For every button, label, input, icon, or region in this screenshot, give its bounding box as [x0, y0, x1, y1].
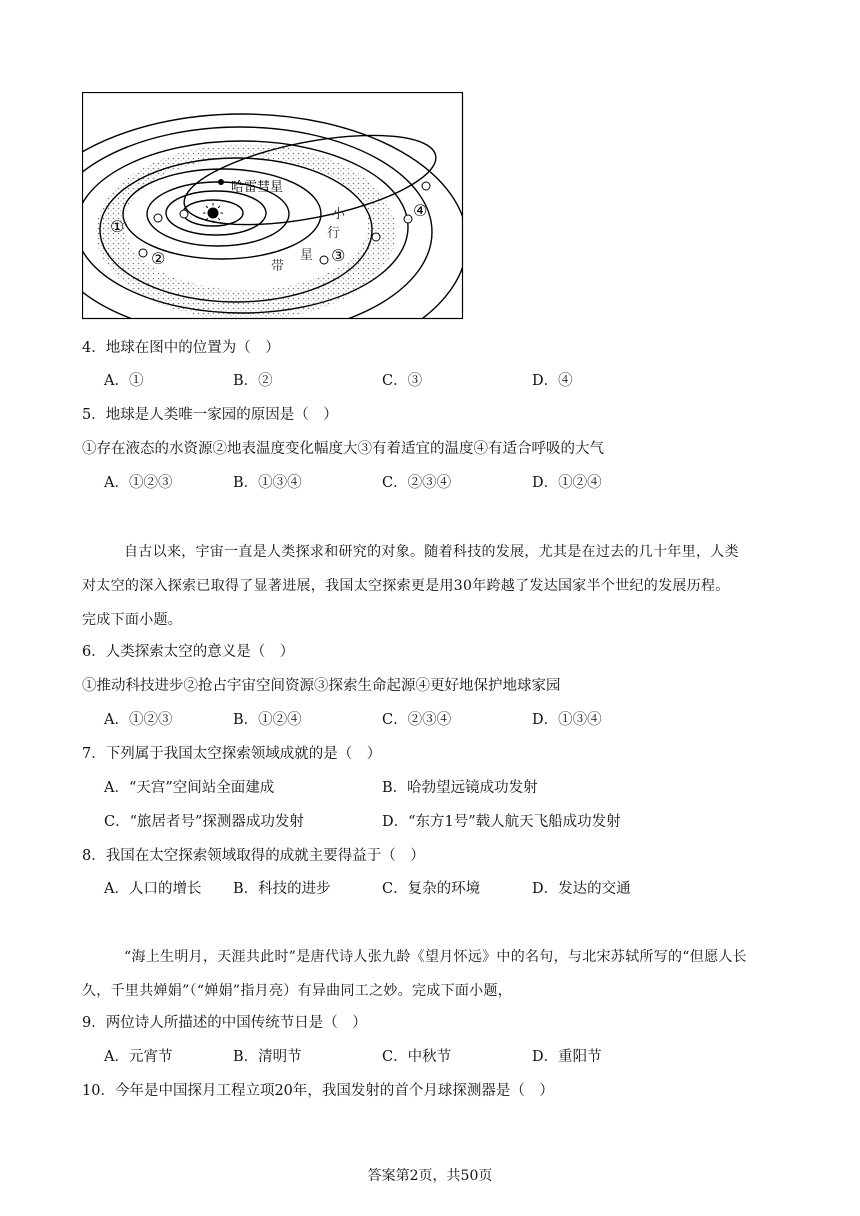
planet: [180, 210, 188, 218]
q9-option-c[interactable]: C．中秋节: [382, 1049, 452, 1065]
q8-option-a[interactable]: A．人口的增长: [104, 881, 202, 897]
q6-option-a[interactable]: A．①②③: [104, 712, 173, 728]
planet: [422, 182, 430, 190]
q5-option-c[interactable]: C．②③④: [382, 475, 452, 491]
question-7-stem: 7．下列属于我国太空探索领域成就的是（ ）: [82, 746, 382, 762]
passage-2-line: “海上生明月，天涯共此时”是唐代诗人张九龄《望月怀远》中的名句，与北宋苏轼所写的“但愿人长: [124, 949, 747, 965]
q6-option-c[interactable]: C．②③④: [382, 712, 452, 728]
marker-1: ①: [110, 217, 125, 236]
q9-option-b[interactable]: B．清明节: [233, 1049, 302, 1065]
question-6-stem: 6．人类探索太空的意义是（ ）: [82, 644, 295, 660]
marker-3: ③: [331, 246, 346, 265]
passage-1-line: 对太空的深入探索已取得了显著进展，我国太空探索更是用30年跨越了发达国家半个世纪的发展历程。: [82, 578, 730, 594]
q5-option-a[interactable]: A．①②③: [104, 475, 173, 491]
q8-option-d[interactable]: D．发达的交通: [532, 881, 631, 897]
question-10-stem: 10．今年是中国探月工程立项20年，我国发射的首个月球探测器是（ ）: [82, 1083, 554, 1099]
q7-option-d[interactable]: D．“东方1号”载人航天飞船成功发射: [382, 814, 621, 830]
q4-option-a[interactable]: A．①: [104, 373, 144, 389]
page-footer: 答案第2页，共50页: [367, 1168, 493, 1184]
q9-option-d[interactable]: D．重阳节: [532, 1049, 602, 1065]
question-5-statements: ①存在液态的水资源②地表温度变化幅度大③有着适宜的温度④有适合呼吸的大气: [82, 441, 604, 457]
q7-option-c[interactable]: C．“旅居者号”探测器成功发射: [104, 814, 304, 830]
belt-char: 行: [327, 226, 341, 241]
planet: [404, 215, 412, 223]
question-8-stem: 8．我国在太空探索领域取得的成就主要得益于（ ）: [82, 848, 425, 864]
q6-option-d[interactable]: D．①③④: [532, 712, 602, 728]
question-6-statements: ①推动科技进步②抢占宇宙空间资源③探索生命起源④更好地保护地球家园: [82, 678, 561, 694]
q7-option-a[interactable]: A．“天宫”空间站全面建成: [104, 780, 275, 796]
planet: [154, 214, 162, 222]
q4-option-b[interactable]: B．②: [233, 373, 273, 389]
q7-option-b[interactable]: B．哈勃望远镜成功发射: [382, 780, 538, 796]
belt-char: 星: [300, 248, 314, 263]
solar-system-figure: [82, 92, 464, 320]
q4-option-c[interactable]: C．③: [382, 373, 423, 389]
q5-option-b[interactable]: B．①③④: [233, 475, 302, 491]
question-9-stem: 9．两位诗人所描述的中国传统节日是（ ）: [82, 1015, 367, 1031]
passage-1-line: 自古以来，宇宙一直是人类探求和研究的对象。随着科技的发展，尤其是在过去的几十年里，人类: [124, 544, 739, 560]
marker-4: ④: [413, 201, 428, 220]
q6-option-b[interactable]: B．①②④: [233, 712, 302, 728]
marker-2: ②: [151, 249, 166, 268]
planet: [320, 256, 328, 264]
q4-option-d[interactable]: D．④: [532, 373, 573, 389]
planet: [372, 233, 380, 241]
comet: [218, 179, 224, 185]
belt-char: 小: [332, 207, 346, 222]
q8-option-c[interactable]: C．复杂的环境: [382, 881, 481, 897]
q9-option-a[interactable]: A．元宵节: [104, 1049, 173, 1065]
passage-1-line: 完成下面小题。: [82, 612, 183, 628]
passage-2-line: 久，千里共婵娟”（“婵娟”指月亮）有异曲同工之妙。完成下面小题，: [82, 983, 513, 999]
question-5-stem: 5．地球是人类唯一家园的原因是（ ）: [82, 407, 338, 423]
planet: [139, 249, 147, 257]
belt-char: 带: [271, 259, 285, 274]
q8-option-b[interactable]: B．科技的进步: [233, 881, 331, 897]
comet-label: 哈雷彗星: [231, 180, 284, 195]
q5-option-d[interactable]: D．①②④: [532, 475, 602, 491]
question-4-stem: 4．地球在图中的位置为（ ）: [82, 340, 280, 356]
